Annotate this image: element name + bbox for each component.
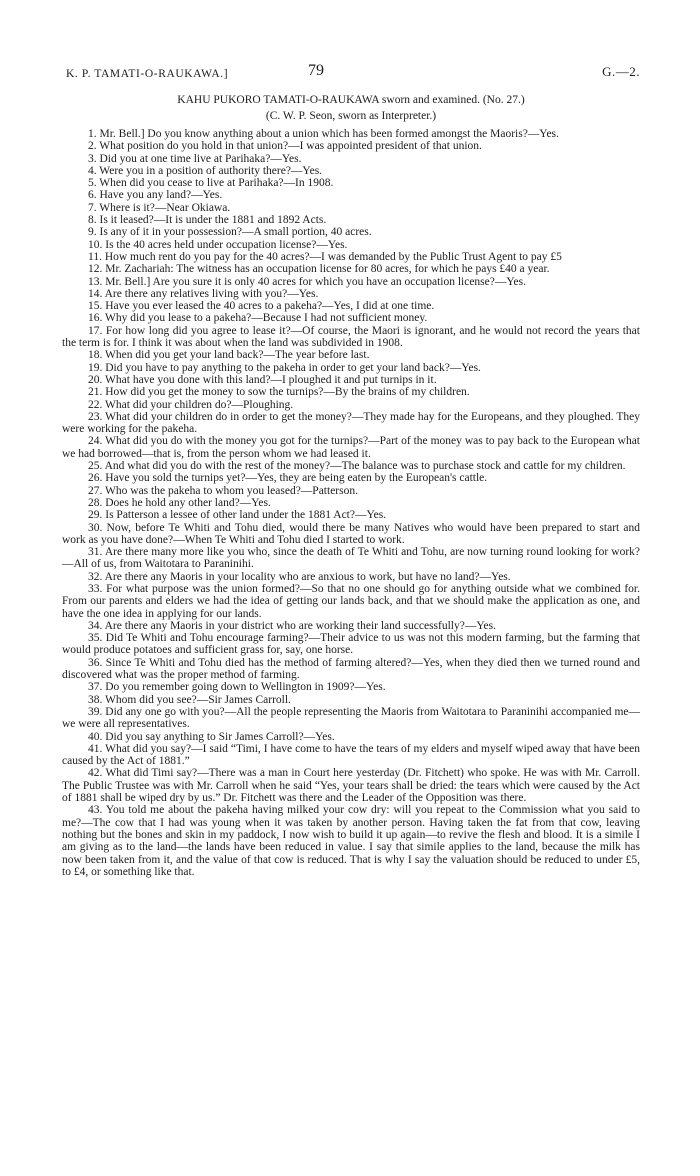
testimony-paragraph: 14. Are there any relatives living with you?—Yes.	[88, 287, 319, 300]
testimony-paragraph: 11. How much rent do you pay for the 40 acres?—I was demanded by the Public Trust Agent to pay £5	[88, 250, 562, 263]
page-number: 79	[308, 62, 324, 79]
document-reference: G.—2.	[602, 64, 640, 79]
testimony-paragraph: 24. What did you do with the money you got for the turnips?—Part of the money was to pay back to the European what we had borrowed—that is, from the person whom we had leased it.	[62, 435, 640, 460]
testimony-paragraph: 36. Since Te Whiti and Tohu died has the method of farming altered?—Yes, when they died then we turned round and discovered what was the proper method of farming.	[62, 656, 640, 682]
testimony-paragraph: 25. And what did you do with the rest of the money?—The balance was to purchase stock and cattle for my children.	[88, 460, 626, 473]
document-page	[62, 58, 640, 878]
testimony-paragraph: 28. Does he hold any other land?—Yes.	[88, 496, 271, 509]
testimony-paragraph: 30. Now, before Te Whiti and Tohu died, would there be many Natives who would have been prepared to start and work as you have done?—When Te Whiti and Tohu died I started to work.	[62, 521, 640, 546]
testimony-paragraph: 22. What did your children do?—Ploughing.	[88, 398, 294, 411]
testimony-paragraph: 40. Did you say anything to Sir James Carroll?—Yes.	[88, 730, 335, 743]
testimony-paragraph: 39. Did any one go with you?—All the people representing the Maoris from Waitotara to Paraninihi accompanied me—we were all representatives.	[62, 705, 640, 731]
testimony-paragraph: 19. Did you have to pay anything to the pakeha in order to get your land back?—Yes.	[88, 361, 481, 374]
testimony-paragraph: 43. You told me about the pakeha having milked your cow dry: will you repeat to the Commission what you said to me?—The cow that I had was young when it was taken by another person. Having taken the fat from that cow, leaving nothing but the bones and skin in my paddock, I now wish to build it up again—to revive the flesh and blood. It is a simile I am giving as to the land—the lands have been reduced in value. I say that simile applies to the land, because the milk has now been taken from it, and the value of that cow is reduced. That is why I say the valuation should be reduced to under £5, to £4, or something like that.	[62, 804, 640, 878]
testimony-paragraph: 8. Is it leased?—It is under the 1881 and 1892 Acts.	[88, 214, 327, 227]
testimony-paragraph: 15. Have you ever leased the 40 acres to a pakeha?—Yes, I did at one time.	[88, 300, 435, 313]
witness-title: KAHU PUKORO TAMATI-O-RAUKAWA sworn and examined. (No. 27.)	[177, 94, 525, 106]
testimony-paragraph: 16. Why did you lease to a pakeha?—Because I had not sufficient money.	[88, 312, 428, 325]
testimony-paragraph: 34. Are there any Maoris in your district who are working their land successfully?—Yes.	[88, 619, 496, 632]
testimony-paragraph: 6. Have you any land?—Yes.	[88, 189, 223, 202]
testimony-paragraph: 32. Are there any Maoris in your locality who are anxious to work, but have no land?—Yes.	[88, 570, 511, 583]
testimony-paragraph: 35. Did Te Whiti and Tohu encourage farming?—Their advice to us was not this modern farming, but the farming that would produce potatoes and sufficient grass for, say, one horse.	[62, 632, 640, 657]
testimony-paragraph: 41. What did you say?—I said “Timi, I have come to have the tears of my elders and myself wiped away that have been caused by the Act of 1881.”	[62, 742, 640, 768]
testimony-paragraph: 26. Have you sold the turnips yet?—Yes, they are being eaten by the European's cattle.	[88, 472, 488, 485]
testimony-paragraph: 38. Whom did you see?—Sir James Carroll.	[88, 693, 291, 706]
testimony-paragraph: 29. Is Patterson a lessee of other land under the 1881 Act?—Yes.	[88, 509, 387, 522]
testimony-paragraph: 5. When did you cease to live at Parihaka?—In 1908.	[88, 177, 334, 190]
testimony-paragraph: 9. Is any of it in your possession?—A small portion, 40 acres.	[88, 226, 372, 239]
testimony-paragraph: 12. Mr. Zachariah: The witness has an occupation license for 80 acres, for which he pays £40 a year.	[88, 263, 550, 276]
testimony-paragraph: 23. What did your children do in order to get the money?—They made hay for the Europeans, and they ploughed. They were working for the pakeha.	[62, 410, 640, 436]
header-witness-name: K. P. TAMATI-O-RAUKAWA.]	[66, 68, 229, 80]
testimony-paragraph: 21. How did you get the money to sow the turnips?—By the brains of my children.	[88, 386, 470, 399]
testimony-paragraph: 10. Is the 40 acres held under occupation license?—Yes.	[88, 238, 348, 251]
testimony-paragraph: 2. What position do you hold in that union?—I was appointed president of that union.	[88, 140, 482, 153]
testimony-paragraph: 1. Mr. Bell.] Do you know anything about a union which has been formed amongst the Maoris?—Yes.	[88, 128, 559, 140]
testimony-paragraph: 13. Mr. Bell.] Are you sure it is only 40 acres for which you have an occupation license?—Yes.	[88, 275, 526, 288]
testimony-body	[62, 128, 640, 878]
testimony-paragraph: 33. For what purpose was the union formed?—So that no one should go for anything outside what we combined for. From our parents and elders we had the idea of getting our lands back, and that we should make the application as one, and have the one idea in applying for our lands.	[62, 582, 640, 620]
interpreter-note: (C. W. P. Seon, sworn as Interpreter.)	[265, 110, 437, 122]
testimony-paragraph: 42. What did Timi say?—There was a man in Court here yesterday (Dr. Fitchett) who spoke. He was with Mr. Carroll. The Public Trustee was with Mr. Carroll when he said “Yes, your tears shall be dried: the tears which were caused by the Act of 1881 shall be wiped dry by us.” Dr. Fitchett was there and the Leader of the Opposition was there.	[62, 767, 640, 805]
testimony-paragraph: 27. Who was the pakeha to whom you leased?—Patterson.	[88, 484, 358, 497]
testimony-paragraph: 20. What have you done with this land?—I ploughed it and put turnips in it.	[88, 373, 437, 386]
testimony-paragraph: 31. Are there many more like you who, since the death of Te Whiti and Tohu, are now turning round looking for work?—All of us, from Waitotara to Paraninihi.	[62, 546, 640, 571]
testimony-paragraph: 7. Where is it?—Near Okiawa.	[88, 201, 231, 214]
testimony-paragraph: 4. Were you in a position of authority there?—Yes.	[88, 164, 323, 177]
testimony-paragraph: 37. Do you remember going down to Wellington in 1909?—Yes.	[88, 681, 386, 694]
page-header	[62, 58, 640, 82]
testimony-paragraph: 3. Did you at one time live at Parihaka?—Yes.	[88, 152, 302, 165]
testimony-paragraph: 17. For how long did you agree to lease it?—Of course, the Maori is ignorant, and he would not record the years that the term is for. I think it was about when the land was subdivided in 1908.	[62, 324, 640, 350]
testimony-paragraph: 18. When did you get your land back?—The year before last.	[88, 349, 370, 362]
